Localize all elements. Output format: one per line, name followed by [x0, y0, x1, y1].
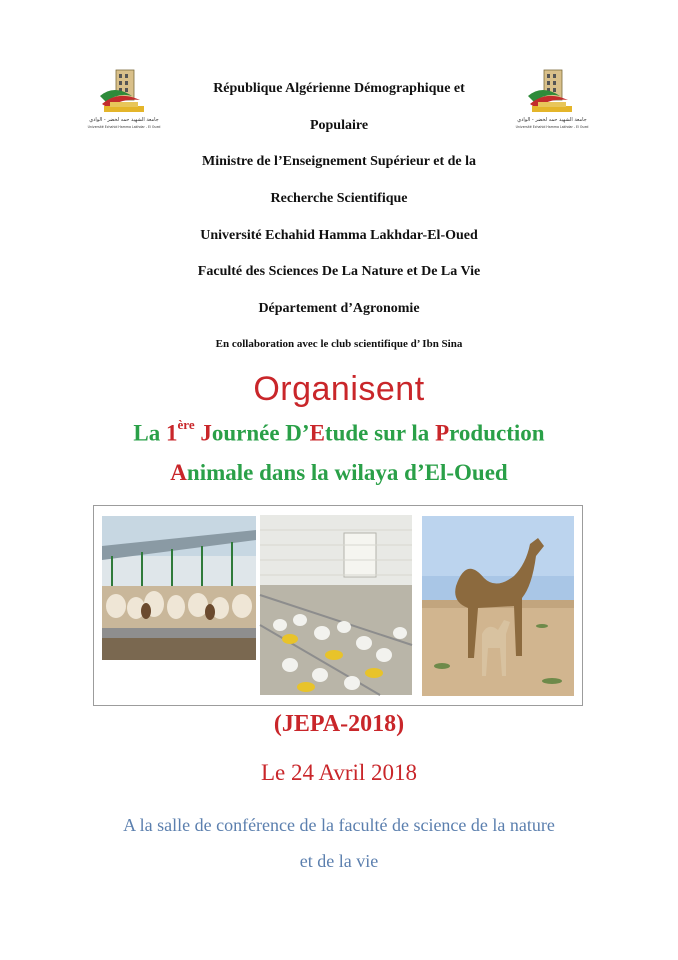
- header-department: Département d’Agronomie: [258, 301, 420, 316]
- header-collaboration: En collaboration avec le club scientifique d’ Ibn Sina: [215, 338, 463, 350]
- photo-chickens: [260, 515, 412, 695]
- logo-caption-ar: جامعة الشهيد حمه لخضر - الوادي: [89, 117, 159, 123]
- photo-sheep: [102, 516, 256, 660]
- header-ministry: Ministre de l’Enseignement Supérieur et de la: [201, 154, 477, 169]
- logo-caption-fr: Université Echahid Hamma Lakhdar - El Oued: [515, 125, 589, 129]
- header-faculty: Faculté des Sciences De La Nature et De La Vie: [197, 264, 481, 279]
- event-venue-line2: et de la vie: [299, 851, 379, 871]
- logo-caption-ar: جامعة الشهيد حمه لخضر - الوادي: [517, 117, 587, 123]
- header-populaire: Populaire: [309, 118, 369, 133]
- event-title-line2: Animale dans la wilaya d’El-Oued: [170, 460, 508, 485]
- event-title-line1: La 1ère Journée D’Etude sur la Production: [133, 417, 545, 446]
- header-university: Université Echahid Hamma Lakhdar-El-Oued: [200, 228, 478, 243]
- event-date: Le 24 Avril 2018: [260, 760, 418, 785]
- photo-camels: [422, 516, 574, 696]
- organisent-heading: Organisent: [253, 370, 425, 408]
- header-republic: République Algérienne Démographique et: [213, 81, 465, 96]
- header-research: Recherche Scientifique: [270, 191, 408, 206]
- photo-strip: [93, 505, 583, 706]
- event-venue-line1: A la salle de conférence de la faculté de science de la nature: [123, 815, 555, 835]
- event-acronym: (JEPA-2018): [273, 711, 405, 737]
- logo-caption-fr: Université Echahid Hamma Lakhdar - El Oued: [87, 125, 161, 129]
